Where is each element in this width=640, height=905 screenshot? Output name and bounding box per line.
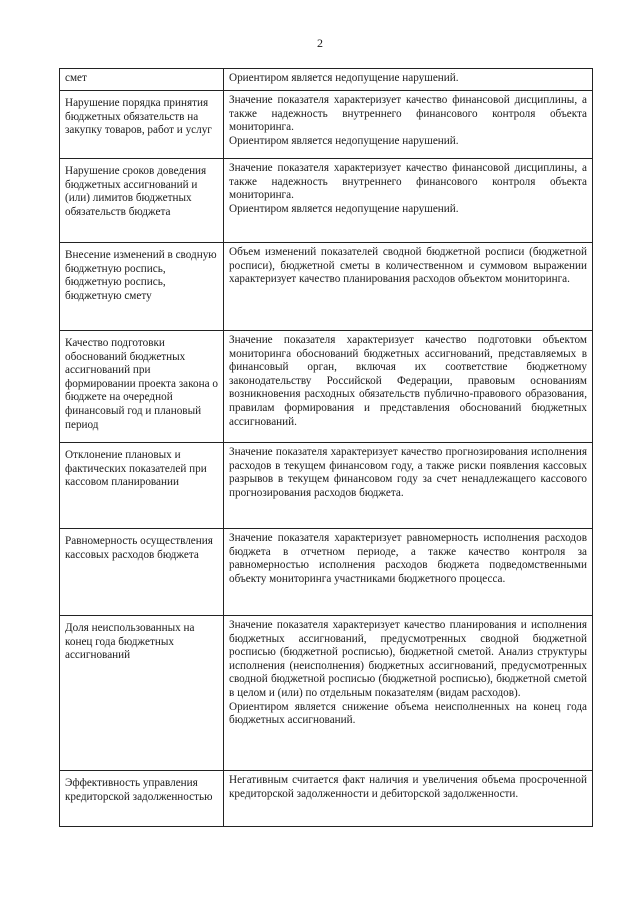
indicator-name: Нарушение сроков доведения бюджетных ассигнований и (или) лимитов бюджетных обязательств бюджета	[60, 159, 224, 243]
table-row	[60, 771, 593, 827]
indicator-name: Внесение изменений в сводную бюджетную роспись, бюджетную роспись, бюджетную смету	[60, 243, 224, 331]
description-paragraph: Негативным считается факт наличия и увеличения объема просроченной кредиторской задолженности и дебиторской задолженности.	[229, 774, 587, 800]
description-paragraph: Ориентиром является недопущение нарушений.	[229, 72, 459, 84]
indicator-name: Эффективность управления кредиторской задолженностью	[60, 771, 224, 827]
indicator-description	[224, 91, 593, 159]
description-paragraph: Значение показателя характеризует качество подготовки объектом мониторинга обоснований бюджетных ассигнований, представляемых в финансовый орган, включая их соответствие бюджетному законодательству Российской Федерации, правовым основаниям возникновения расходных обязательств публично-правового образования, правилам формирования и представления обоснований бюджетных ассигнований.	[229, 334, 587, 428]
indicator-name: Нарушение порядка принятия бюджетных обязательств на закупку товаров, работ и услуг	[60, 91, 224, 159]
table-row	[60, 91, 593, 159]
table-row	[60, 69, 593, 91]
table-row	[60, 331, 593, 443]
indicator-description	[224, 69, 593, 91]
indicator-description	[224, 771, 593, 827]
description-paragraph: Значение показателя характеризует равномерность исполнения расходов бюджета в отчетном периоде, а также качество контроля за равномерностью исполнения расходов бюджета подведомственными объекту мониторинга участниками бюджетного процесса.	[229, 532, 587, 585]
indicator-description	[224, 529, 593, 616]
description-paragraph: Значение показателя характеризует качество финансовой дисциплины, а также надежность внутреннего финансового контроля объекта мониторинга.	[229, 162, 587, 202]
indicator-name: Качество подготовки обоснований бюджетных ассигнований при формировании проекта закона о бюджете на очередной финансовый год и плановый период	[60, 331, 224, 443]
indicator-description	[224, 243, 593, 331]
indicators-table	[59, 68, 593, 827]
description-paragraph: Ориентиром является недопущение нарушений.	[229, 202, 459, 215]
indicator-description	[224, 331, 593, 443]
description-paragraph: Значение показателя характеризует качество планирования и исполнения бюджетных ассигнований, предусмотренных сводной бюджетной росписью (бюджетной росписью), бюджетной сметой. Анализ структуры исполнения (неисполнения) бюджетных ассигнований, предусмотренных сводной бюджетной росписью (бюджетной росписью), бюджетной сметой в целом и (или) по отдельным показателям (видам расходов).	[229, 619, 587, 699]
indicator-name: смет	[60, 69, 224, 91]
page-number: 2	[317, 36, 323, 50]
table-row	[60, 529, 593, 616]
description-paragraph: Значение показателя характеризует качество прогнозирования исполнения расходов в текущем финансовом году, а также риски появления кассовых разрывов в текущем финансовом году за счет ненадлежащего кассового прогнозирования расходов бюджета.	[229, 446, 587, 499]
description-paragraph: Ориентиром является снижение объема неисполненных на конец года бюджетных ассигнований.	[229, 700, 587, 727]
table-row	[60, 159, 593, 243]
indicator-description	[224, 616, 593, 771]
indicator-name: Отклонение плановых и фактических показателей при кассовом планировании	[60, 443, 224, 529]
description-paragraph: Ориентиром является недопущение нарушений.	[229, 134, 459, 147]
table-row	[60, 616, 593, 771]
indicator-description	[224, 443, 593, 529]
description-paragraph: Объем изменений показателей сводной бюджетной росписи (бюджетной росписи), бюджетной сметы в количественном и суммовом выражении характеризует качество планирования расходов объектом мониторинга.	[229, 246, 587, 286]
indicator-name: Равномерность осуществления кассовых расходов бюджета	[60, 529, 224, 616]
table-row	[60, 443, 593, 529]
indicator-description	[224, 159, 593, 243]
description-paragraph: Значение показателя характеризует качество финансовой дисциплины, а также надежность внутреннего финансового контроля объекта мониторинга.	[229, 94, 587, 134]
table-row	[60, 243, 593, 331]
indicator-name: Доля неиспользованных на конец года бюджетных ассигнований	[60, 616, 224, 771]
